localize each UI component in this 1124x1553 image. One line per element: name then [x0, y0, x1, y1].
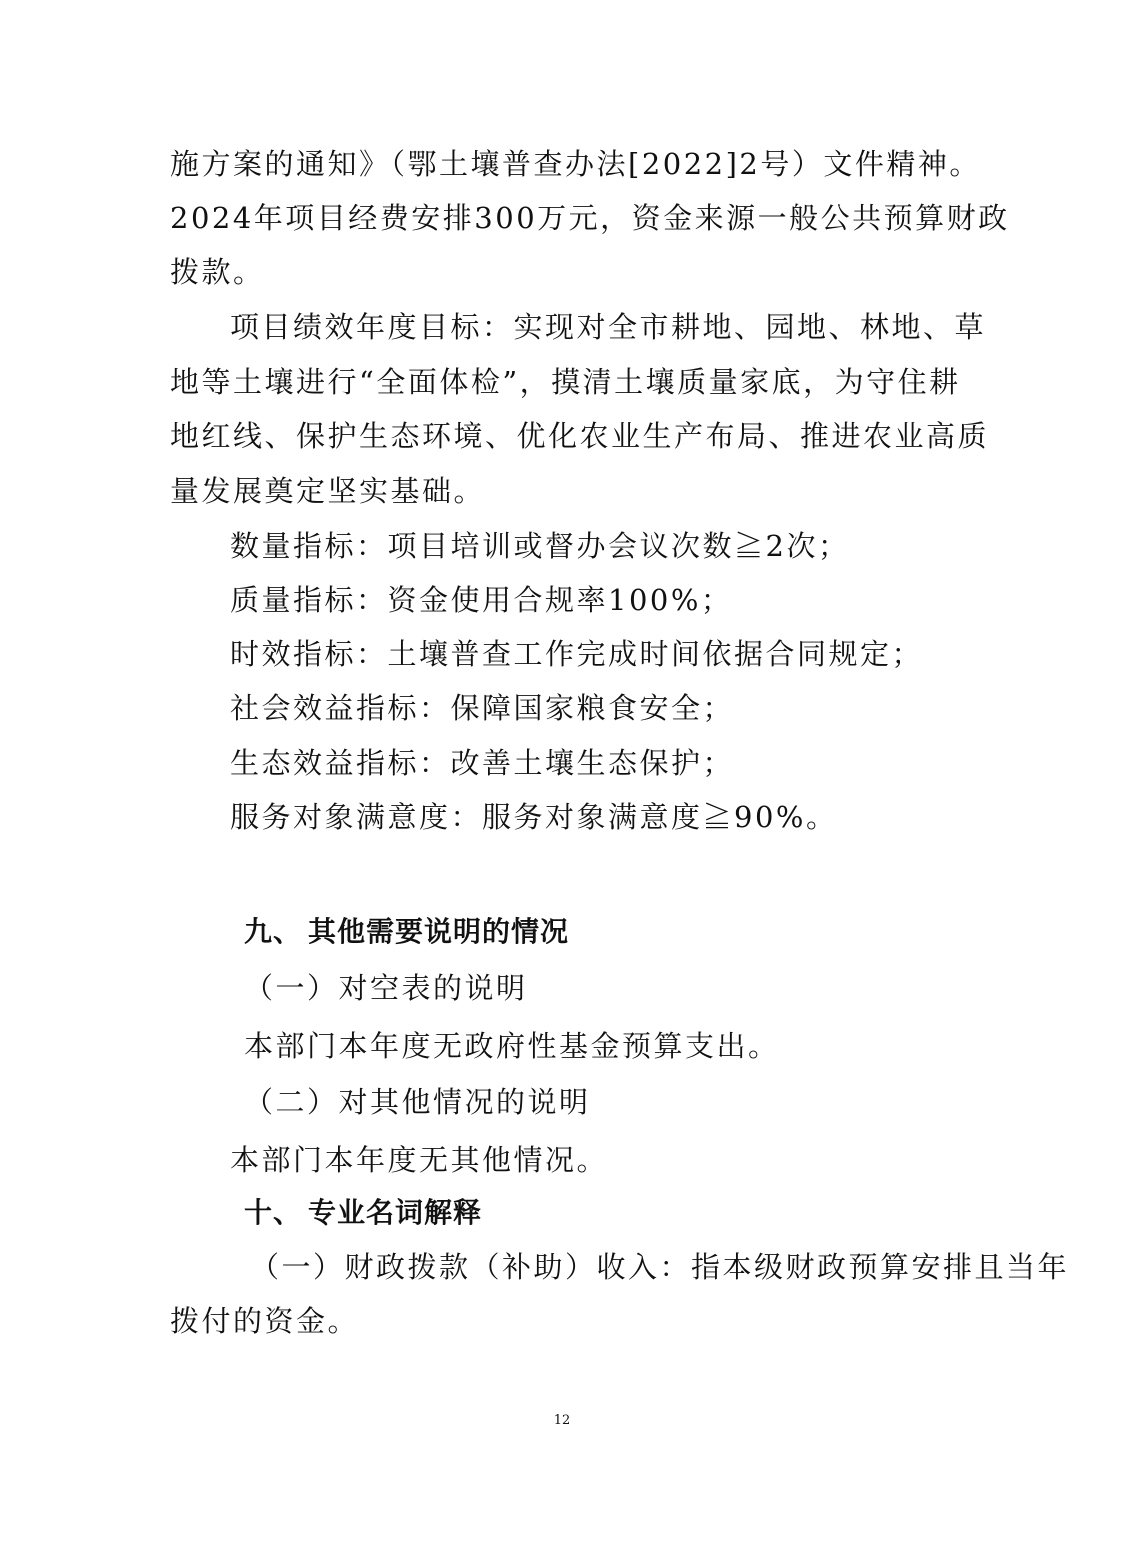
paragraph-line: 项目绩效年度目标：实现对全市耕地、园地、林地、草: [230, 310, 987, 344]
indicator-quality: 质量指标：资金使用合规率100%；: [230, 583, 733, 617]
paragraph-line: （一）财政拨款（补助）收入：指本级财政预算安排且当年: [250, 1250, 1070, 1284]
page-number: 12: [553, 1413, 571, 1428]
paragraph-line: 本部门本年度无其他情况。: [230, 1143, 609, 1177]
section-9-number: 九、: [244, 915, 303, 948]
section-10-number: 十、: [244, 1196, 303, 1229]
indicator-timeliness: 时效指标：土壤普查工作完成时间依据合同规定；: [230, 637, 924, 671]
paragraph-line: 本部门本年度无政府性基金预算支出。: [244, 1029, 780, 1063]
paragraph-line: 拨付的资金。: [170, 1304, 360, 1338]
paragraph-line: 施方案的通知》（鄂土壤普查办法[2022]2号）文件精神。: [170, 147, 981, 181]
indicator-social-benefit: 社会效益指标：保障国家粮食安全；: [230, 691, 735, 725]
section-9-title: 其他需要说明的情况: [308, 915, 570, 948]
paragraph-line: 拨款。: [170, 255, 265, 289]
paragraph-line: 地等土壤进行“全面体检”，摸清土壤质量家底，为守住耕: [170, 365, 961, 399]
section-10-title: 专业名词解释: [308, 1196, 483, 1229]
section-9-heading: [244, 912, 569, 952]
subsection-title: （二）对其他情况的说明: [244, 1085, 591, 1119]
indicator-ecological-benefit: 生态效益指标：改善土壤生态保护；: [230, 746, 735, 780]
paragraph-line: 地红线、保护生态环境、优化农业生产布局、推进农业高质: [170, 419, 990, 453]
paragraph-line: 2024年项目经费安排300万元，资金来源一般公共预算财政: [170, 201, 1010, 235]
section-10-heading: [244, 1193, 482, 1233]
indicator-quantity: 数量指标：项目培训或督办会议次数≧2次；: [230, 529, 850, 563]
indicator-satisfaction: 服务对象满意度：服务对象满意度≧90%。: [230, 800, 838, 834]
paragraph-line: 量发展奠定坚实基础。: [170, 474, 486, 508]
subsection-title: （一）对空表的说明: [244, 971, 528, 1005]
